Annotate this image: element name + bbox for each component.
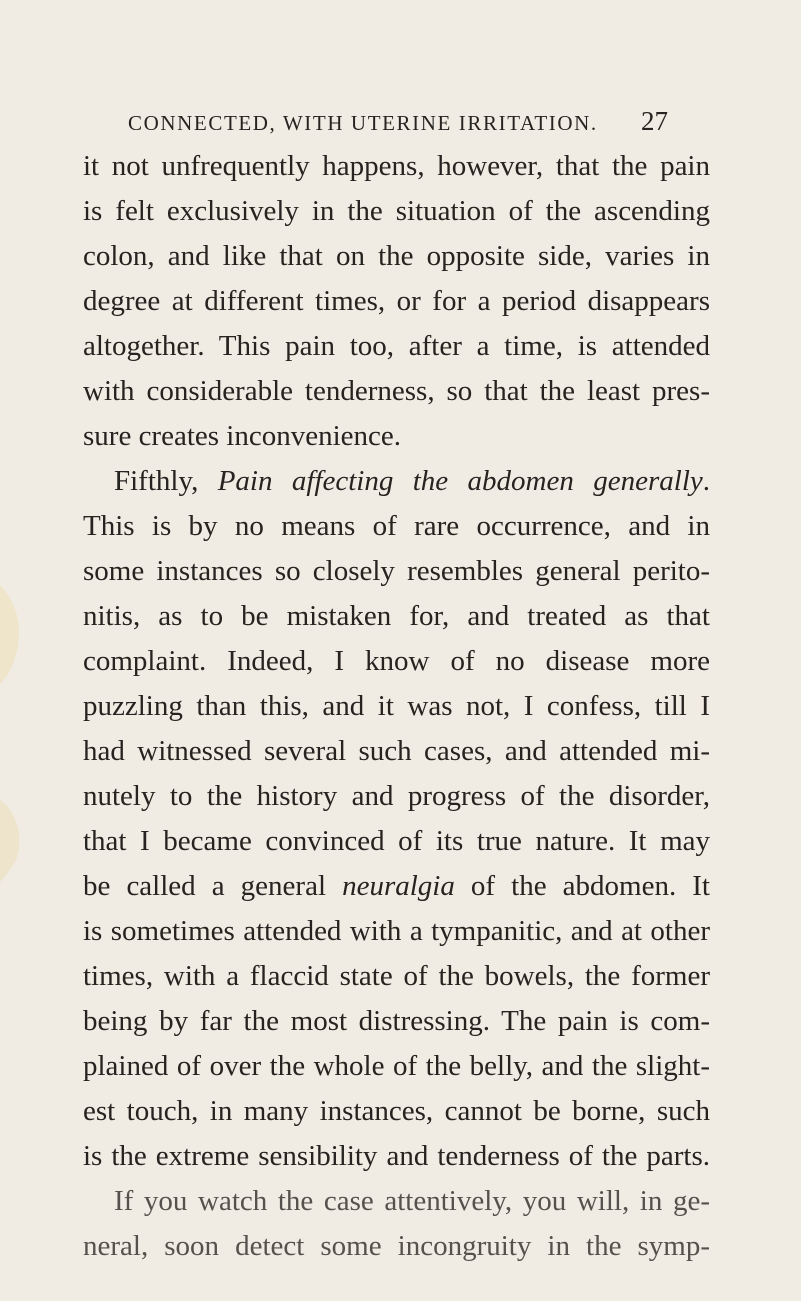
text-run: .	[702, 465, 710, 497]
page-number: 27	[641, 106, 668, 136]
text-line: is sometimes attended with a tympanitic, and at other	[83, 915, 710, 947]
text-line: that I became convinced of its true nature. It may	[83, 825, 710, 857]
text-line	[83, 866, 710, 906]
text-run: Fifthly,	[114, 465, 218, 497]
text-line: est touch, in many instances, cannot be borne, such	[83, 1095, 710, 1127]
text-line: complaint. Indeed, I know of no disease more	[83, 645, 710, 677]
paragraph-heading-line	[114, 461, 710, 501]
page-header	[128, 106, 668, 145]
text-line: puzzling than this, and it was not, I confess, till I	[83, 690, 710, 722]
text-run: be called a general	[83, 870, 343, 902]
text-line: degree at different times, or for a period disappears	[83, 285, 710, 317]
text-line: nutely to the history and progress of the disorder,	[83, 780, 710, 812]
text-line: neral, soon detect some incongruity in the symp-	[83, 1230, 710, 1262]
text-line: nitis, as to be mistaken for, and treated as that	[83, 600, 710, 632]
running-head: CONNECTED, WITH UTERINE IRRITATION.	[128, 111, 598, 135]
text-line: colon, and like that on the opposite side, varies in	[83, 240, 710, 272]
text-line: with considerable tenderness, so that the least pres-	[83, 375, 710, 407]
text-line: If you watch the case attentively, you will, in ge-	[114, 1185, 710, 1217]
text-line: is felt exclusively in the situation of the ascending	[83, 195, 710, 227]
italic-term: neuralgia	[342, 870, 455, 902]
text-line: some instances so closely resembles general perito-	[83, 555, 710, 587]
text-line: is the extreme sensibility and tenderness of the parts.	[83, 1140, 710, 1172]
text-line: altogether. This pain too, after a time, is attended	[83, 330, 710, 362]
text-line: it not unfrequently happens, however, that the pain	[83, 150, 710, 182]
italic-heading: Pain affecting the abdomen generally	[217, 465, 703, 497]
text-run: of the abdomen. It	[454, 870, 710, 902]
text-line: sure creates inconvenience.	[83, 420, 402, 452]
text-line: being by far the most distressing. The pain is com-	[83, 1005, 710, 1037]
text-line: This is by no means of rare occurrence, and in	[83, 510, 710, 542]
text-line: times, with a flaccid state of the bowels, the former	[83, 960, 710, 992]
text-line: plained of over the whole of the belly, and the slight-	[83, 1050, 710, 1082]
text-line: had witnessed several such cases, and attended mi-	[83, 735, 710, 767]
